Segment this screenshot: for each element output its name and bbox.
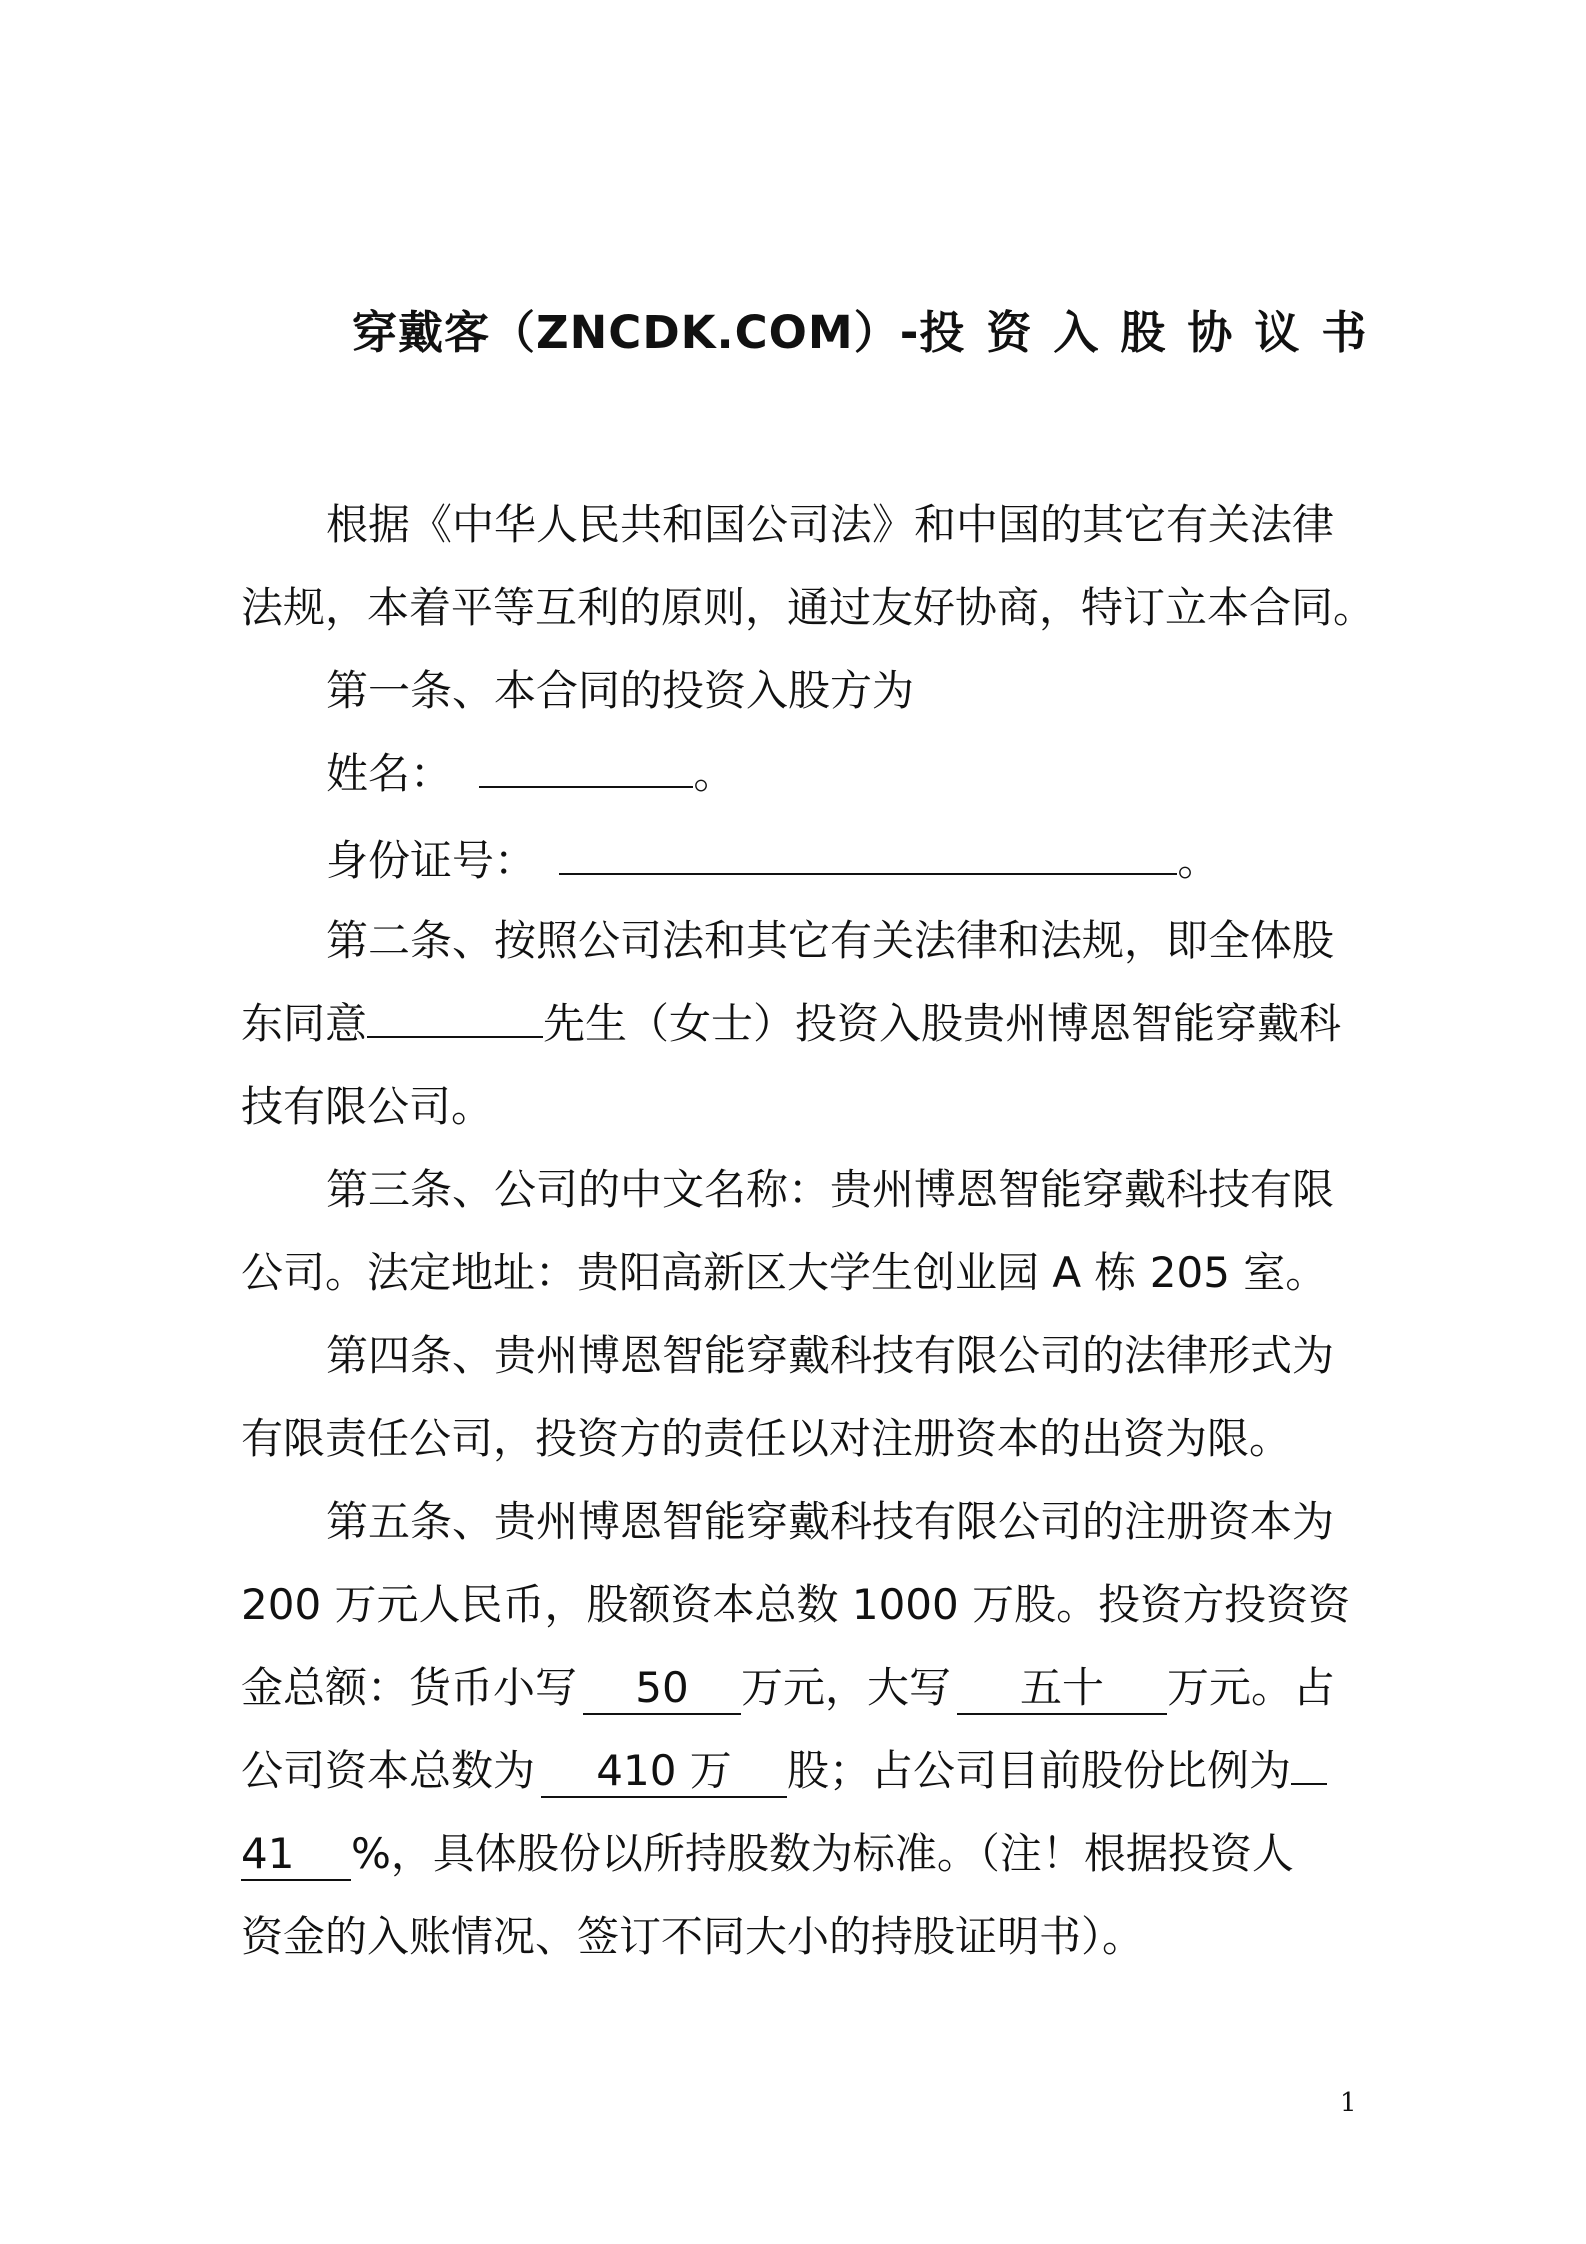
ratio-field[interactable]: 41 xyxy=(241,1829,351,1881)
id-number-field[interactable] xyxy=(559,873,1177,875)
article-5-line-3 xyxy=(241,1660,1335,1716)
ratio-field-start[interactable] xyxy=(1291,1783,1327,1785)
article-5-line-4 xyxy=(241,1743,1327,1799)
article-5-line-1: 第五条、贵州博恩智能穿戴科技有限公司的注册资本为 xyxy=(326,1497,1335,1546)
name-row xyxy=(326,746,735,802)
amount-upper-field[interactable]: 五十 xyxy=(957,1663,1167,1715)
article-5-line-5 xyxy=(241,1826,1294,1882)
amount-lower-label: 金总额：货币小写 xyxy=(241,1663,578,1712)
article-5-line-5-rest: %，具体股份以所持股数为标准。（注！根据投资人 xyxy=(351,1829,1294,1878)
article-5-line-3-end: 万元。占 xyxy=(1167,1663,1336,1712)
article-1-heading: 第一条、本合同的投资入股方为 xyxy=(326,666,915,715)
amount-upper-label: 万元，大写 xyxy=(741,1663,952,1712)
article-2-post: 先生（女士）投资入股贵州博恩智能穿戴科 xyxy=(543,999,1342,1048)
article-5-line-6: 资金的入账情况、签订不同大小的持股证明书）。 xyxy=(241,1912,1145,1961)
title-main: 穿戴客（ZNCDK.COM）- xyxy=(352,306,920,359)
ratio-label: 股；占公司目前股份比例为 xyxy=(787,1746,1292,1795)
article-3-line-2: 公司。法定地址：贵阳高新区大学生创业园 A 栋 205 室。 xyxy=(241,1248,1328,1297)
id-label: 身份证号： xyxy=(326,836,537,885)
article-2-line-3: 技有限公司。 xyxy=(241,1082,494,1131)
article-2-pre: 东同意 xyxy=(241,999,368,1048)
intro-line-1: 根据《中华人民共和国公司法》和中国的其它有关法律 xyxy=(326,500,1335,549)
investor-name-field[interactable] xyxy=(367,1036,543,1038)
id-end: 。 xyxy=(1177,836,1220,885)
shares-label: 公司资本总数为 xyxy=(241,1746,536,1795)
shares-field[interactable]: 410 万 xyxy=(541,1746,787,1798)
article-2-line-1: 第二条、按照公司法和其它有关法律和法规，即全体股 xyxy=(326,916,1335,965)
article-5-line-2: 200 万元人民币，股额资本总数 1000 万股。投资方投资资 xyxy=(241,1580,1351,1629)
amount-lower-field[interactable]: 50 xyxy=(583,1663,741,1715)
article-4-line-1: 第四条、贵州博恩智能穿戴科技有限公司的法律形式为 xyxy=(326,1331,1335,1380)
article-4-line-2: 有限责任公司，投资方的责任以对注册资本的出资为限。 xyxy=(241,1414,1292,1463)
name-field[interactable] xyxy=(479,786,693,788)
article-3-line-1: 第三条、公司的中文名称：贵州博恩智能穿戴科技有限 xyxy=(326,1165,1335,1214)
article-2-line-2 xyxy=(241,996,1341,1052)
intro-line-2: 法规，本着平等互利的原则，通过友好协商，特订立本合同。 xyxy=(241,583,1376,632)
document-title xyxy=(352,296,1389,361)
page-number: 1 xyxy=(1340,2088,1357,2118)
title-spaced: 投资入股协议书 xyxy=(919,306,1389,359)
name-label: 姓名： xyxy=(326,749,453,798)
name-end: 。 xyxy=(693,749,736,798)
id-row xyxy=(326,833,1219,889)
